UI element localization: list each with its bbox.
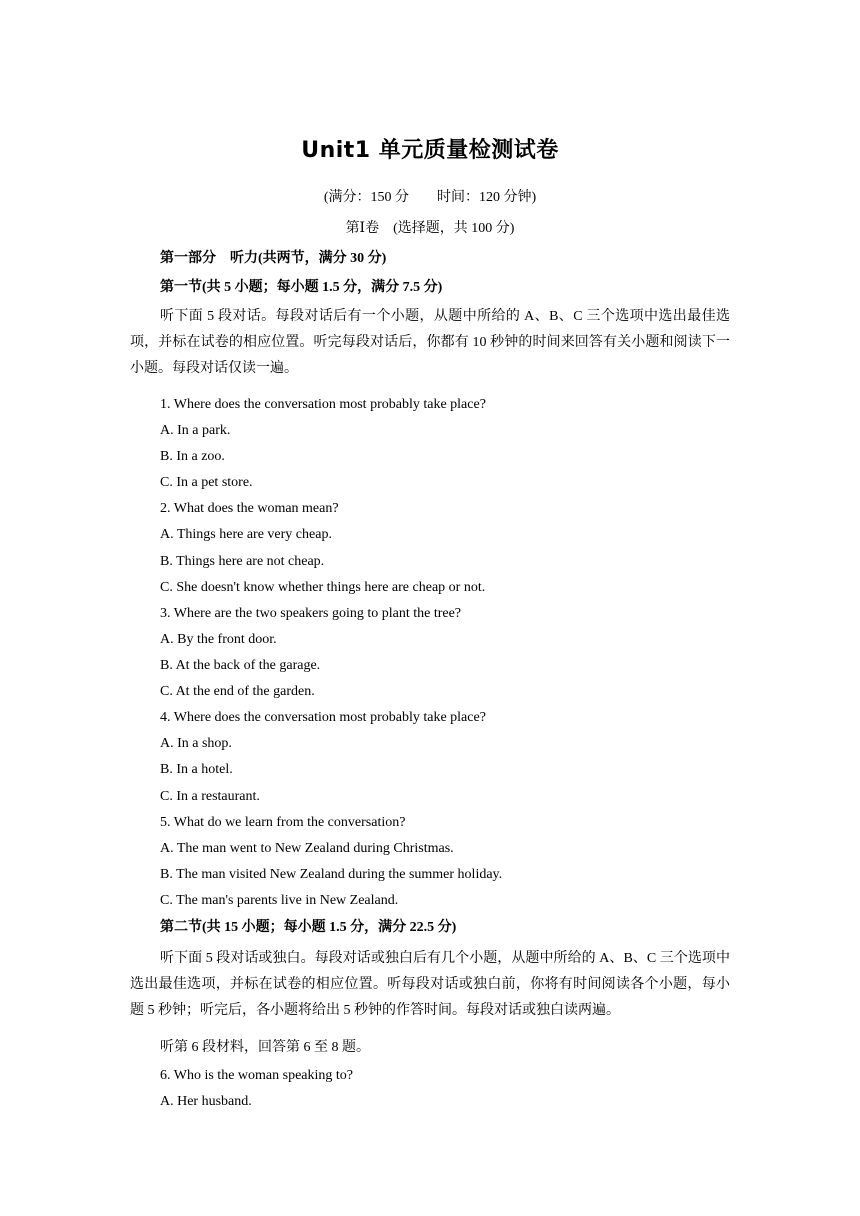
page-title: Unit1 单元质量检测试卷 <box>301 138 559 163</box>
question-4-option-b: B. In a hotel. <box>160 762 233 777</box>
question-3-stem: 3. Where are the two speakers going to plant the tree? <box>160 606 462 621</box>
section1-heading: 第一节(共 5 小题；每小题 1.5 分，满分 7.5 分) <box>160 280 443 295</box>
question-6-stem: 6. Who is the woman speaking to? <box>160 1068 353 1083</box>
question-2-stem: 2. What does the woman mean? <box>160 501 339 516</box>
part1-heading: 第一部分 听力(共两节，满分 30 分) <box>160 251 387 266</box>
question-4-stem: 4. Where does the conversation most probably take place? <box>160 710 486 725</box>
question-2-option-c: C. She doesn't know whether things here are cheap or not. <box>160 580 486 595</box>
question-5-stem: 5. What do we learn from the conversation? <box>160 815 406 830</box>
question-4-option-c: C. In a restaurant. <box>160 789 260 804</box>
section2-heading: 第二节(共 15 小题；每小题 1.5 分，满分 22.5 分) <box>160 920 457 935</box>
question-6-option-a: A. Her husband. <box>160 1094 252 1109</box>
question-1-option-c: C. In a pet store. <box>160 475 253 490</box>
section2-instructions: 听下面 5 段对话或独白。每段对话或独白后有几个小题，从题中所给的 A、B、C 三个选项中选出最佳选项，并标在试卷的相应位置。听每段对话或独白前，你将有时间阅读各个小题，每小题 5 秒钟；听完后，各小题将给出 5 秒钟的作答时间。每段对话或独白读两遍。 <box>130 951 730 1018</box>
question-5-option-b: B. The man visited New Zealand during the summer holiday. <box>160 867 503 882</box>
question-1-option-b: B. In a zoo. <box>160 449 225 464</box>
question-5-option-a: A. The man went to New Zealand during Christmas. <box>160 841 454 856</box>
score-time-info: (满分：150 分 时间：120 分钟) <box>323 190 537 205</box>
question-2-option-a: A. Things here are very cheap. <box>160 527 332 542</box>
material-note: 听第 6 段材料，回答第 6 至 8 题。 <box>160 1040 370 1055</box>
question-5-option-c: C. The man's parents live in New Zealand. <box>160 893 399 908</box>
volume-heading: 第Ⅰ卷 (选择题，共 100 分) <box>345 221 515 236</box>
question-2-option-b: B. Things here are not cheap. <box>160 554 325 569</box>
question-3-option-a: A. By the front door. <box>160 632 277 647</box>
question-4-option-a: A. In a shop. <box>160 736 232 751</box>
question-3-option-c: C. At the end of the garden. <box>160 684 315 699</box>
section1-instructions: 听下面 5 段对话。每段对话后有一个小题，从题中所给的 A、B、C 三个选项中选出最佳选项，并标在试卷的相应位置。听完每段对话后，你都有 10 秒钟的时间来回答有关小题和阅读下一小题。每段对话仅读一遍。 <box>130 309 730 376</box>
question-1-stem: 1. Where does the conversation most probably take place? <box>160 397 486 412</box>
question-1-option-a: A. In a park. <box>160 423 231 438</box>
question-3-option-b: B. At the back of the garage. <box>160 658 321 673</box>
